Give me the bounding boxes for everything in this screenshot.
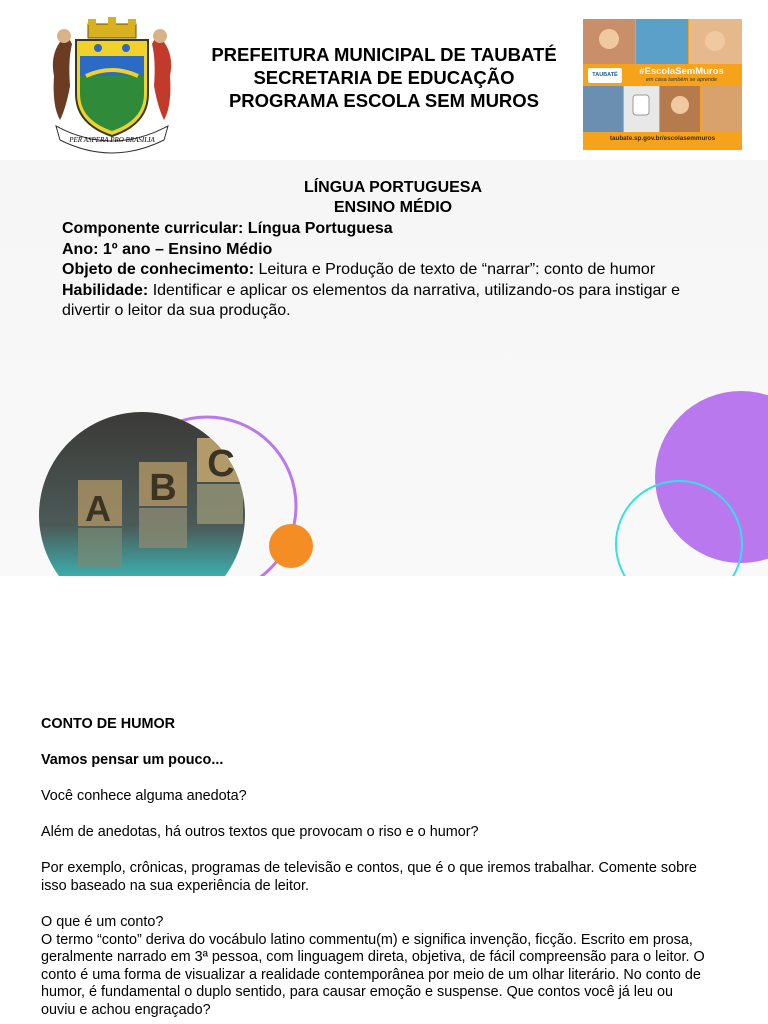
question-anedota: Você conhece alguma anedota? (41, 788, 247, 805)
header-title-line1: PREFEITURA MUNICIPAL DE TAUBATÉ (211, 44, 557, 65)
taubate-logo: TAUBATÉ (588, 68, 622, 83)
banner-tagline: em casa também se aprende (645, 77, 718, 83)
paragraph-definition-line5: ouviu e achou engraçado? (41, 1002, 211, 1019)
block-letter-a: A (85, 488, 111, 529)
subject-line2: ENSINO MÉDIO (333, 199, 453, 216)
question-what-is-conto: O que é um conto? (41, 914, 164, 931)
skill (62, 281, 742, 302)
paragraph-definition-line3: conto é uma forma de visualizar a realidade contemporânea por meio de um olhar literário. No conto de (41, 966, 701, 983)
paragraph-definition-line1: O termo “conto” deriva do vocábulo latino commentu(m) e significa invenção, ficção. Escrito em prosa, (41, 931, 693, 948)
paragraph-examples-line2: isso baseado na sua experiência de leitor. (41, 877, 310, 894)
knowledge-object-value: Leitura e Produção de texto de “narrar”: conto de humor (258, 261, 656, 279)
question-humor-texts: Além de anedotas, há outros textos que provocam o riso e o humor? (41, 824, 479, 841)
header-title-line2: SECRETARIA DE EDUCAÇÃO (253, 67, 515, 88)
banner-url: taubate.sp.gov.br/escolasemmuros (609, 135, 716, 142)
subject-title (0, 178, 768, 218)
knowledge-object (62, 260, 742, 281)
skill-value-line1: Identificar e aplicar os elementos da narrativa, utilizando-os para instigar e (152, 281, 681, 299)
block-letter-c: C (207, 443, 235, 485)
skill-value-line2: divertir o leitor da sua produção. (62, 302, 291, 320)
knowledge-object-label: Objeto de conhecimento: (62, 261, 255, 279)
coat-of-arms-image (46, 16, 178, 156)
skill-label: Habilidade: (62, 281, 149, 299)
orange-dot-decoration (269, 524, 313, 568)
lesson-info (62, 219, 742, 322)
section-heading: CONTO DE HUMOR (41, 716, 176, 732)
purple-circle-decoration (655, 391, 768, 563)
banner-tag (625, 66, 738, 85)
block-letter-b: B (149, 467, 177, 509)
subject-line1: LÍNGUA PORTUGUESA (303, 179, 483, 196)
banner-hashtag: #EscolaSemMuros (639, 66, 724, 77)
escola-sem-muros-banner (583, 19, 742, 150)
school-year: Ano: 1º ano – Ensino Médio (62, 240, 273, 258)
header-title-line3: PROGRAMA ESCOLA SEM MUROS (228, 90, 540, 111)
document-header (0, 0, 768, 160)
paragraph-examples-line1: Por exemplo, crônicas, programas de televisão e contos, que é o que iremos trabalhar. Comente sobre (41, 860, 697, 877)
section-subheading: Vamos pensar um pouco... (41, 752, 224, 769)
lesson-content (41, 716, 741, 1020)
coat-of-arms-motto: PER ASPERA PRO BRASILIA (69, 136, 155, 144)
paragraph-definition-line4: humor, é fundamental o duplo sentido, para causar emoção e suspense. Que contos você já leu ou (41, 984, 673, 1001)
curricular-component: Componente curricular: Língua Portuguesa (62, 220, 393, 237)
paragraph-definition-line2: geralmente narrado em 3ª pessoa, com linguagem direta, objetiva, de fácil compreensão para o leitor. O (41, 949, 705, 966)
title-slide (0, 160, 768, 576)
header-titles (190, 43, 578, 112)
